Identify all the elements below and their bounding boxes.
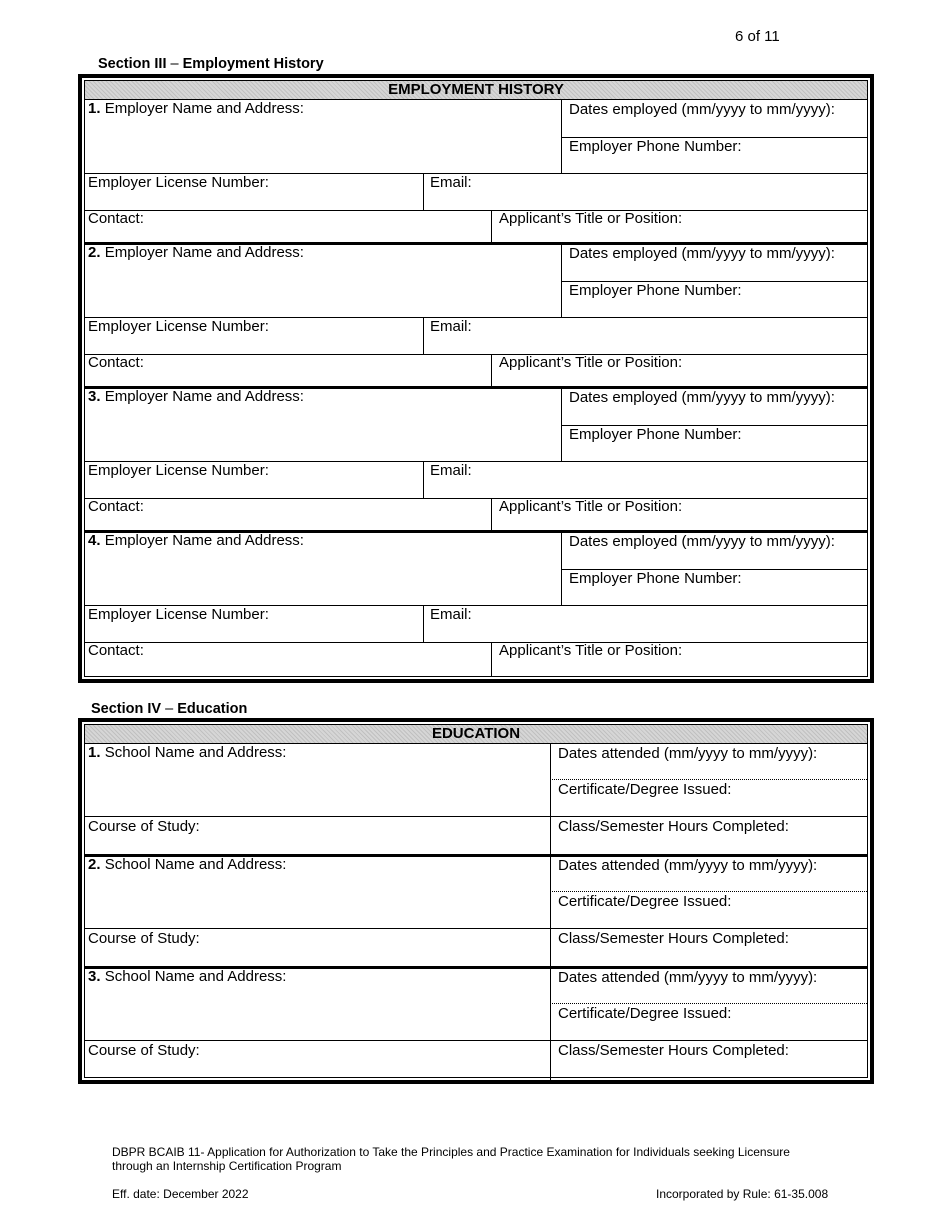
cell-divider xyxy=(491,642,492,676)
applicant-title-label-text: Applicant’s Title or Position: xyxy=(499,210,683,227)
school-name-address-label-text: School Name and Address: xyxy=(104,744,287,761)
employer-name-address-label-text: Employer Name and Address: xyxy=(104,388,304,405)
certificate-label xyxy=(558,893,731,910)
employment-history-table xyxy=(78,74,874,683)
contact-label-text: Contact: xyxy=(88,354,144,371)
entry-number: 3. xyxy=(88,388,101,405)
cell-divider xyxy=(550,744,551,856)
cell-divider xyxy=(423,173,424,210)
school-name-address-label xyxy=(88,856,286,873)
dates-employed-label-text: Dates employed (mm/yyyy to mm/yyyy): xyxy=(569,389,835,406)
dates-employed-label-text: Dates employed (mm/yyyy to mm/yyyy): xyxy=(569,101,835,118)
entry-number: 4. xyxy=(88,532,101,549)
dates-attended-label xyxy=(558,745,817,762)
section-iv-dash: – xyxy=(165,701,174,717)
education-table xyxy=(78,718,874,1084)
employment-entry xyxy=(85,244,867,388)
row-divider xyxy=(85,642,867,643)
employment-entry xyxy=(85,388,867,532)
dates-attended-label xyxy=(558,969,817,986)
hours-completed-label-text: Class/Semester Hours Completed: xyxy=(558,1042,789,1059)
row-divider xyxy=(550,891,867,892)
cell-divider xyxy=(550,856,551,968)
employer-name-address-label xyxy=(88,388,304,405)
education-entry xyxy=(85,968,867,1080)
employer-license-label xyxy=(88,318,269,335)
dates-attended-label-text: Dates attended (mm/yyyy to mm/yyyy): xyxy=(558,745,818,762)
cell-divider xyxy=(423,605,424,642)
row-divider xyxy=(550,779,867,780)
hours-completed-label-text: Class/Semester Hours Completed: xyxy=(558,930,789,947)
form-title-line1: DBPR BCAIB 11- Application for Authorization to Take the Principles and Practice Examination for Individuals seeking Licensure xyxy=(112,1145,790,1159)
school-name-address-label-text: School Name and Address: xyxy=(104,856,287,873)
employer-license-label-text: Employer License Number: xyxy=(88,318,269,335)
employer-license-label xyxy=(88,462,269,479)
employer-name-address-label xyxy=(88,532,304,549)
applicant-title-label-text: Applicant’s Title or Position: xyxy=(499,354,683,371)
hours-completed-label xyxy=(558,818,789,835)
cell-divider xyxy=(423,317,424,354)
section-iv-title xyxy=(91,701,247,717)
course-of-study-label-text: Course of Study: xyxy=(88,930,200,947)
row-divider xyxy=(85,928,867,929)
email-label-text: Email: xyxy=(430,462,472,479)
cell-divider xyxy=(550,968,551,1080)
applicant-title-label-text: Applicant’s Title or Position: xyxy=(499,642,683,659)
section-iii-dash: – xyxy=(170,56,179,72)
contact-label-text: Contact: xyxy=(88,498,144,515)
education-entry xyxy=(85,744,867,856)
row-divider xyxy=(85,816,867,817)
dates-employed-label xyxy=(569,101,835,118)
dates-employed-label-text: Dates employed (mm/yyyy to mm/yyyy): xyxy=(569,245,835,262)
email-label xyxy=(430,174,472,191)
applicant-title-label xyxy=(499,642,682,659)
row-divider xyxy=(85,210,867,211)
dates-attended-label-text: Dates attended (mm/yyyy to mm/yyyy): xyxy=(558,969,818,986)
email-label-text: Email: xyxy=(430,606,472,623)
certificate-label xyxy=(558,1005,731,1022)
section-iv-label: Section IV xyxy=(91,701,162,717)
applicant-title-label xyxy=(499,354,682,371)
employer-name-address-label xyxy=(88,244,304,261)
incorporated-rule: Incorporated by Rule: 61-35.008 xyxy=(656,1187,829,1201)
form-title-line2: through an Internship Certification Program xyxy=(112,1159,342,1173)
section-iii-label: Section III xyxy=(98,56,167,72)
entry-number: 2. xyxy=(88,856,101,873)
entry-number: 1. xyxy=(88,100,101,117)
course-of-study-label-text: Course of Study: xyxy=(88,1042,200,1059)
school-name-address-label xyxy=(88,968,286,985)
education-entry xyxy=(85,856,867,968)
contact-label xyxy=(88,354,144,371)
dates-attended-label xyxy=(558,857,817,874)
employer-phone-label-text: Employer Phone Number: xyxy=(569,282,742,299)
applicant-title-label xyxy=(499,498,682,515)
dates-employed-label xyxy=(569,389,835,406)
contact-label xyxy=(88,498,144,515)
certificate-label-text: Certificate/Degree Issued: xyxy=(558,1005,732,1022)
education-header: EDUCATION xyxy=(85,725,867,744)
contact-label xyxy=(88,210,144,227)
course-of-study-label-text: Course of Study: xyxy=(88,818,200,835)
employer-name-address-label-text: Employer Name and Address: xyxy=(104,100,304,117)
employment-history-header: EMPLOYMENT HISTORY xyxy=(85,81,867,100)
course-of-study-label xyxy=(88,1042,200,1059)
hours-completed-label-text: Class/Semester Hours Completed: xyxy=(558,818,789,835)
form-title xyxy=(112,1145,790,1173)
dates-employed-label xyxy=(569,533,835,550)
contact-label-text: Contact: xyxy=(88,642,144,659)
hours-completed-label xyxy=(558,930,789,947)
employment-entry xyxy=(85,100,867,244)
certificate-label-text: Certificate/Degree Issued: xyxy=(558,781,732,798)
dates-employed-label xyxy=(569,245,835,262)
email-label-text: Email: xyxy=(430,318,472,335)
contact-label-text: Contact: xyxy=(88,210,144,227)
school-name-address-label xyxy=(88,744,286,761)
employer-name-address-label xyxy=(88,100,304,117)
employer-license-label xyxy=(88,174,269,191)
effective-date: Eff. date: December 2022 xyxy=(112,1187,249,1201)
email-label xyxy=(430,318,472,335)
employer-phone-label-text: Employer Phone Number: xyxy=(569,138,742,155)
course-of-study-label xyxy=(88,818,200,835)
employer-phone-label-text: Employer Phone Number: xyxy=(569,426,742,443)
employer-phone-label xyxy=(569,570,742,587)
employer-license-label-text: Employer License Number: xyxy=(88,462,269,479)
cell-divider xyxy=(491,498,492,532)
row-divider xyxy=(85,498,867,499)
employer-name-address-label-text: Employer Name and Address: xyxy=(104,532,304,549)
certificate-label xyxy=(558,781,731,798)
section-iv-name: Education xyxy=(177,701,248,717)
employer-name-address-label-text: Employer Name and Address: xyxy=(104,244,304,261)
section-iii-name: Employment History xyxy=(182,56,324,72)
employer-phone-label xyxy=(569,282,742,299)
entry-number: 2. xyxy=(88,244,101,261)
hours-completed-label xyxy=(558,1042,789,1059)
cell-divider xyxy=(491,354,492,388)
cell-divider xyxy=(491,210,492,244)
entry-number: 3. xyxy=(88,968,101,985)
email-label xyxy=(430,606,472,623)
employer-license-label-text: Employer License Number: xyxy=(88,606,269,623)
employer-phone-label xyxy=(569,426,742,443)
course-of-study-label xyxy=(88,930,200,947)
employer-license-label-text: Employer License Number: xyxy=(88,174,269,191)
employment-entry xyxy=(85,532,867,676)
employer-license-label xyxy=(88,606,269,623)
email-label xyxy=(430,462,472,479)
email-label-text: Email: xyxy=(430,174,472,191)
employer-phone-label xyxy=(569,138,742,155)
applicant-title-label xyxy=(499,210,682,227)
cell-divider xyxy=(423,461,424,498)
row-divider xyxy=(550,1003,867,1004)
dates-employed-label-text: Dates employed (mm/yyyy to mm/yyyy): xyxy=(569,533,835,550)
employer-phone-label-text: Employer Phone Number: xyxy=(569,570,742,587)
section-iii-title xyxy=(98,56,324,72)
row-divider xyxy=(85,1040,867,1041)
certificate-label-text: Certificate/Degree Issued: xyxy=(558,893,732,910)
school-name-address-label-text: School Name and Address: xyxy=(104,968,287,985)
contact-label xyxy=(88,642,144,659)
applicant-title-label-text: Applicant’s Title or Position: xyxy=(499,498,683,515)
row-divider xyxy=(85,354,867,355)
dates-attended-label-text: Dates attended (mm/yyyy to mm/yyyy): xyxy=(558,857,818,874)
page-number: 6 of 11 xyxy=(735,28,780,45)
entry-number: 1. xyxy=(88,744,101,761)
